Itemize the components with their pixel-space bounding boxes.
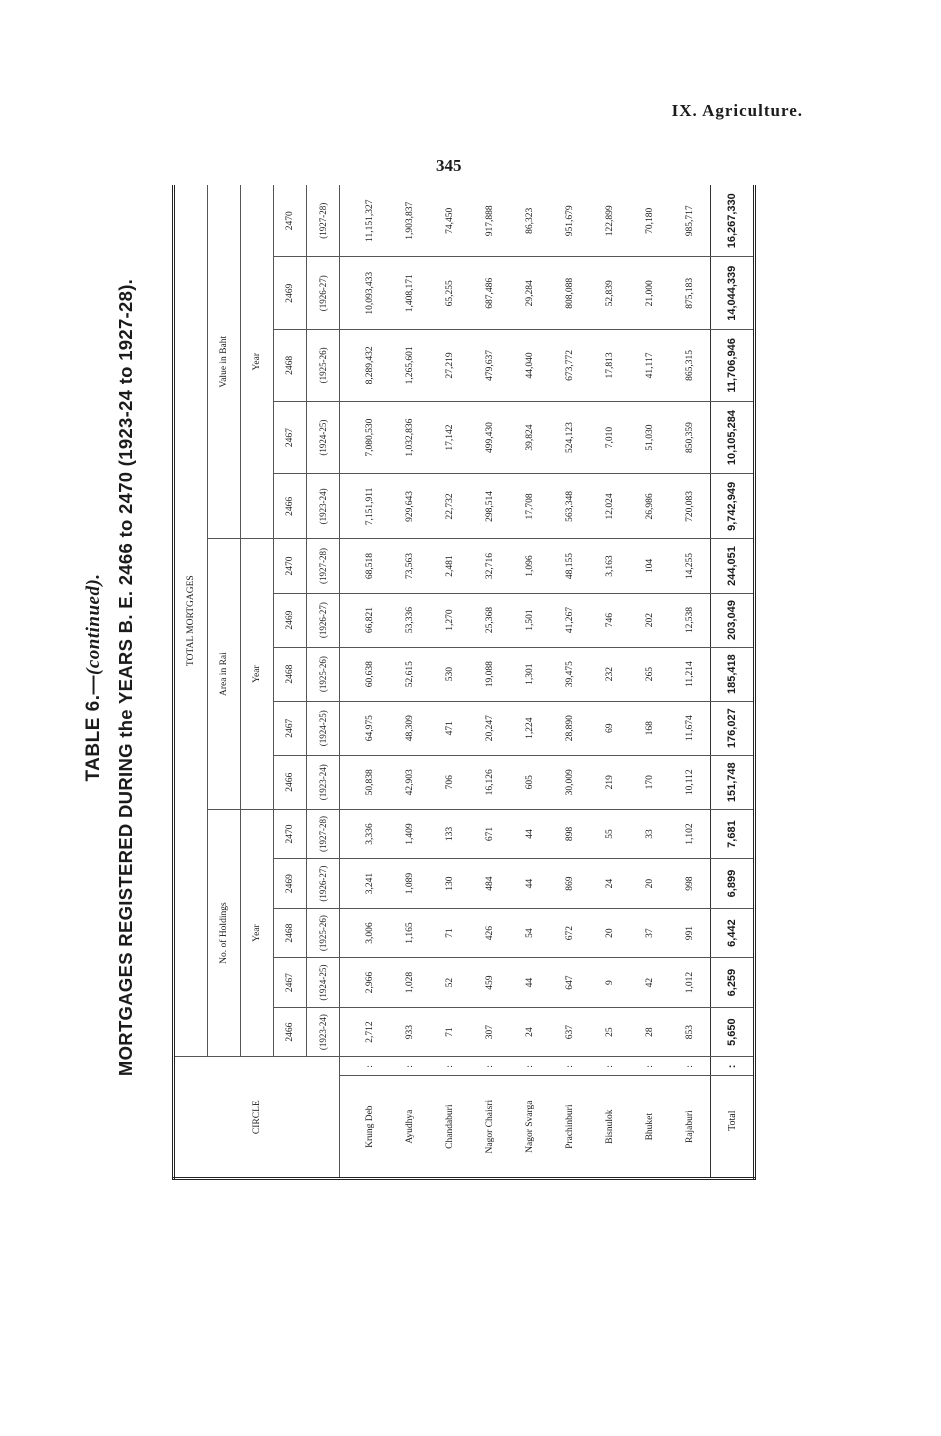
area-cell: 605 bbox=[510, 755, 550, 809]
holdings-cell: 44 bbox=[510, 809, 550, 859]
value-cell: 41,117 bbox=[630, 330, 670, 402]
area-cell: 25,368 bbox=[470, 593, 510, 647]
year-era-header: (1925-26) bbox=[307, 330, 340, 402]
holdings-cell: 54 bbox=[510, 908, 550, 958]
value-cell: 10,093,433 bbox=[340, 257, 391, 330]
group-header-value: Value in Baht bbox=[208, 185, 241, 539]
holdings-cell: 484 bbox=[470, 859, 510, 909]
year-era-header: (1923-24) bbox=[307, 755, 340, 809]
holdings-cell: 998 bbox=[670, 859, 711, 909]
value-cell: 8,289,432 bbox=[340, 330, 391, 402]
area-cell: 530 bbox=[430, 647, 470, 701]
area-cell: 471 bbox=[430, 701, 470, 755]
area-cell: 42,903 bbox=[390, 755, 430, 809]
area-cell: 12,538 bbox=[670, 593, 711, 647]
holdings-cell: 426 bbox=[470, 908, 510, 958]
year-code-header: 2467 bbox=[274, 401, 307, 474]
table-subtitle: MORTGAGES REGISTERED DURING the YEARS B. E. 2466 to 2470 (1923-24 to 1927-28). bbox=[115, 278, 136, 1077]
year-code-header: 2470 bbox=[274, 539, 307, 593]
holdings-cell: 44 bbox=[510, 958, 550, 1008]
year-code-header: 2466 bbox=[274, 474, 307, 539]
holdings-cell: 1,089 bbox=[390, 859, 430, 909]
circle-name: Chandaburi bbox=[430, 1076, 470, 1179]
value-cell: 52,839 bbox=[590, 257, 630, 330]
page-header: IX. Agriculture. bbox=[671, 101, 803, 120]
leader-dots: : bbox=[670, 1057, 711, 1076]
holdings-cell: 853 bbox=[670, 1007, 711, 1057]
area-cell: 20,247 bbox=[470, 701, 510, 755]
value-cell: 39,824 bbox=[510, 401, 550, 474]
total-area-cell: 176,027 bbox=[711, 701, 755, 755]
holdings-cell: 133 bbox=[430, 809, 470, 859]
area-cell: 232 bbox=[590, 647, 630, 701]
area-cell: 11,674 bbox=[670, 701, 711, 755]
year-era-header: (1923-24) bbox=[307, 1007, 340, 1057]
holdings-cell: 130 bbox=[430, 859, 470, 909]
page-number: 345 bbox=[436, 156, 462, 175]
mortgages-table bbox=[172, 185, 756, 1180]
area-cell: 66,821 bbox=[340, 593, 391, 647]
value-cell: 850,359 bbox=[670, 401, 711, 474]
year-code-header: 2468 bbox=[274, 330, 307, 402]
holdings-cell: 33 bbox=[630, 809, 670, 859]
leader-dots: : bbox=[550, 1057, 590, 1076]
year-era-header: (1927-28) bbox=[307, 185, 340, 257]
area-cell: 3,163 bbox=[590, 539, 630, 593]
area-cell: 41,267 bbox=[550, 593, 590, 647]
holdings-cell: 24 bbox=[590, 859, 630, 909]
value-cell: 563,348 bbox=[550, 474, 590, 539]
value-cell: 27,219 bbox=[430, 330, 470, 402]
holdings-cell: 71 bbox=[430, 908, 470, 958]
leader-dots: : bbox=[470, 1057, 510, 1076]
holdings-cell: 52 bbox=[430, 958, 470, 1008]
area-cell: 19,088 bbox=[470, 647, 510, 701]
area-cell: 10,112 bbox=[670, 755, 711, 809]
circle-name: Nagor Chaisri bbox=[470, 1076, 510, 1179]
table-row bbox=[550, 185, 590, 1179]
area-cell: 11,214 bbox=[670, 647, 711, 701]
table-row bbox=[390, 185, 430, 1179]
total-row bbox=[711, 185, 755, 1179]
circle-name: Krung Deb bbox=[340, 1076, 391, 1179]
area-cell: 50,838 bbox=[340, 755, 391, 809]
table-body bbox=[340, 185, 755, 1179]
total-area-cell: 203,049 bbox=[711, 593, 755, 647]
holdings-cell: 3,336 bbox=[340, 809, 391, 859]
area-cell: 32,716 bbox=[470, 539, 510, 593]
total-label: Total bbox=[711, 1076, 755, 1179]
value-cell: 7,151,911 bbox=[340, 474, 391, 539]
value-cell: 12,024 bbox=[590, 474, 630, 539]
circle-name: Ayudhya bbox=[390, 1076, 430, 1179]
value-cell: 524,123 bbox=[550, 401, 590, 474]
circle-name: Prachinburi bbox=[550, 1076, 590, 1179]
value-cell: 44,040 bbox=[510, 330, 550, 402]
table-row bbox=[340, 185, 391, 1179]
total-value-cell: 16,267,330 bbox=[711, 185, 755, 257]
total-area-cell: 244,051 bbox=[711, 539, 755, 593]
area-cell: 16,126 bbox=[470, 755, 510, 809]
area-cell: 219 bbox=[590, 755, 630, 809]
year-era-header: (1926-27) bbox=[307, 593, 340, 647]
area-cell: 48,309 bbox=[390, 701, 430, 755]
area-cell: 64,975 bbox=[340, 701, 391, 755]
holdings-cell: 44 bbox=[510, 859, 550, 909]
area-cell: 1,301 bbox=[510, 647, 550, 701]
year-era-header: (1924-25) bbox=[307, 401, 340, 474]
area-cell: 39,475 bbox=[550, 647, 590, 701]
value-cell: 720,083 bbox=[670, 474, 711, 539]
year-header-value: Year bbox=[241, 185, 274, 539]
year-code-header: 2469 bbox=[274, 593, 307, 647]
area-cell: 170 bbox=[630, 755, 670, 809]
year-era-header: (1926-27) bbox=[307, 859, 340, 909]
table-row bbox=[510, 185, 550, 1179]
area-cell: 48,155 bbox=[550, 539, 590, 593]
holdings-cell: 71 bbox=[430, 1007, 470, 1057]
total-holdings-cell: 5,650 bbox=[711, 1007, 755, 1057]
value-cell: 1,032,836 bbox=[390, 401, 430, 474]
area-cell: 1,270 bbox=[430, 593, 470, 647]
leader-dots: : bbox=[390, 1057, 430, 1076]
value-cell: 673,772 bbox=[550, 330, 590, 402]
holdings-cell: 869 bbox=[550, 859, 590, 909]
leader-dots: : bbox=[340, 1057, 391, 1076]
year-code-header: 2470 bbox=[274, 185, 307, 257]
holdings-cell: 3,006 bbox=[340, 908, 391, 958]
area-cell: 2,481 bbox=[430, 539, 470, 593]
holdings-cell: 20 bbox=[630, 859, 670, 909]
area-cell: 53,336 bbox=[390, 593, 430, 647]
value-cell: 917,888 bbox=[470, 185, 510, 257]
holdings-cell: 671 bbox=[470, 809, 510, 859]
value-cell: 1,903,837 bbox=[390, 185, 430, 257]
total-value-cell: 10,105,284 bbox=[711, 401, 755, 474]
table-row bbox=[430, 185, 470, 1179]
total-area-cell: 151,748 bbox=[711, 755, 755, 809]
year-era-header: (1927-28) bbox=[307, 809, 340, 859]
year-code-header: 2468 bbox=[274, 908, 307, 958]
year-code-header: 2466 bbox=[274, 755, 307, 809]
area-cell: 1,224 bbox=[510, 701, 550, 755]
value-cell: 74,450 bbox=[430, 185, 470, 257]
circle-name: Rajaburi bbox=[670, 1076, 711, 1179]
year-era-header: (1927-28) bbox=[307, 539, 340, 593]
value-cell: 51,030 bbox=[630, 401, 670, 474]
total-value-cell: 9,742,949 bbox=[711, 474, 755, 539]
holdings-cell: 20 bbox=[590, 908, 630, 958]
holdings-cell: 37 bbox=[630, 908, 670, 958]
value-cell: 26,986 bbox=[630, 474, 670, 539]
value-cell: 687,486 bbox=[470, 257, 510, 330]
table-row bbox=[590, 185, 630, 1179]
year-code-header: 2466 bbox=[274, 1007, 307, 1057]
value-cell: 65,255 bbox=[430, 257, 470, 330]
value-cell: 21,000 bbox=[630, 257, 670, 330]
value-cell: 17,142 bbox=[430, 401, 470, 474]
leader-dots: : bbox=[630, 1057, 670, 1076]
table-title-prefix: TABLE 6.— bbox=[83, 675, 104, 782]
leader-dots: : bbox=[510, 1057, 550, 1076]
holdings-cell: 1,012 bbox=[670, 958, 711, 1008]
year-header-area: Year bbox=[241, 539, 274, 809]
circle-name: Nagor Svarga bbox=[510, 1076, 550, 1179]
holdings-cell: 9 bbox=[590, 958, 630, 1008]
value-cell: 865,315 bbox=[670, 330, 711, 402]
area-cell: 746 bbox=[590, 593, 630, 647]
value-cell: 298,514 bbox=[470, 474, 510, 539]
group-header-holdings: No. of Holdings bbox=[208, 809, 241, 1057]
value-cell: 17,813 bbox=[590, 330, 630, 402]
holdings-cell: 933 bbox=[390, 1007, 430, 1057]
table-title bbox=[83, 185, 105, 1170]
holdings-cell: 1,102 bbox=[670, 809, 711, 859]
holdings-cell: 2,712 bbox=[340, 1007, 391, 1057]
value-cell: 22,732 bbox=[430, 474, 470, 539]
table-row bbox=[470, 185, 510, 1179]
year-code-header: 2467 bbox=[274, 701, 307, 755]
area-cell: 265 bbox=[630, 647, 670, 701]
area-cell: 30,009 bbox=[550, 755, 590, 809]
total-value-cell: 14,044,339 bbox=[711, 257, 755, 330]
value-cell: 70,180 bbox=[630, 185, 670, 257]
value-cell: 875,183 bbox=[670, 257, 711, 330]
holdings-cell: 55 bbox=[590, 809, 630, 859]
year-era-header: (1926-27) bbox=[307, 257, 340, 330]
holdings-cell: 3,241 bbox=[340, 859, 391, 909]
holdings-cell: 24 bbox=[510, 1007, 550, 1057]
group-header-area: Area in Rai bbox=[208, 539, 241, 809]
area-cell: 73,563 bbox=[390, 539, 430, 593]
year-code-header: 2469 bbox=[274, 859, 307, 909]
area-cell: 202 bbox=[630, 593, 670, 647]
value-cell: 11,151,327 bbox=[340, 185, 391, 257]
value-cell: 929,643 bbox=[390, 474, 430, 539]
area-cell: 1,501 bbox=[510, 593, 550, 647]
value-cell: 7,080,530 bbox=[340, 401, 391, 474]
holdings-cell: 1,409 bbox=[390, 809, 430, 859]
value-cell: 499,430 bbox=[470, 401, 510, 474]
table-title-continued: (continued). bbox=[83, 573, 104, 675]
leader-dots: : bbox=[590, 1057, 630, 1076]
value-cell: 479,637 bbox=[470, 330, 510, 402]
year-code-header: 2469 bbox=[274, 257, 307, 330]
year-era-header: (1923-24) bbox=[307, 474, 340, 539]
year-era-header: (1925-26) bbox=[307, 647, 340, 701]
holdings-cell: 647 bbox=[550, 958, 590, 1008]
year-era-header: (1924-25) bbox=[307, 701, 340, 755]
area-cell: 14,255 bbox=[670, 539, 711, 593]
table-row bbox=[630, 185, 670, 1179]
holdings-cell: 307 bbox=[470, 1007, 510, 1057]
circle-name: Bhuket bbox=[630, 1076, 670, 1179]
table-row bbox=[670, 185, 711, 1179]
total-value-cell: 11,706,946 bbox=[711, 330, 755, 402]
year-code-header: 2467 bbox=[274, 958, 307, 1008]
holdings-cell: 898 bbox=[550, 809, 590, 859]
value-cell: 122,899 bbox=[590, 185, 630, 257]
holdings-cell: 991 bbox=[670, 908, 711, 958]
value-cell: 951,679 bbox=[550, 185, 590, 257]
area-cell: 52,615 bbox=[390, 647, 430, 701]
value-cell: 1,265,601 bbox=[390, 330, 430, 402]
year-era-header: (1925-26) bbox=[307, 908, 340, 958]
total-holdings-cell: 6,442 bbox=[711, 908, 755, 958]
year-code-header: 2470 bbox=[274, 809, 307, 859]
circle-name: Bisnulok bbox=[590, 1076, 630, 1179]
year-header-holdings: Year bbox=[241, 809, 274, 1057]
value-cell: 1,408,171 bbox=[390, 257, 430, 330]
leader-dots: : bbox=[711, 1057, 755, 1076]
year-code-header: 2468 bbox=[274, 647, 307, 701]
value-cell: 86,323 bbox=[510, 185, 550, 257]
holdings-cell: 2,966 bbox=[340, 958, 391, 1008]
holdings-cell: 1,028 bbox=[390, 958, 430, 1008]
value-cell: 17,708 bbox=[510, 474, 550, 539]
table-titles bbox=[80, 185, 137, 1170]
year-era-row bbox=[307, 185, 340, 1179]
area-cell: 69 bbox=[590, 701, 630, 755]
holdings-cell: 1,165 bbox=[390, 908, 430, 958]
total-area-cell: 185,418 bbox=[711, 647, 755, 701]
holdings-cell: 28 bbox=[630, 1007, 670, 1057]
holdings-cell: 637 bbox=[550, 1007, 590, 1057]
holdings-cell: 25 bbox=[590, 1007, 630, 1057]
total-holdings-cell: 6,259 bbox=[711, 958, 755, 1008]
area-cell: 28,890 bbox=[550, 701, 590, 755]
area-cell: 168 bbox=[630, 701, 670, 755]
holdings-cell: 459 bbox=[470, 958, 510, 1008]
value-cell: 985,717 bbox=[670, 185, 711, 257]
leader-dots: : bbox=[430, 1057, 470, 1076]
year-era-header: (1924-25) bbox=[307, 958, 340, 1008]
rotated-table-block bbox=[80, 185, 738, 1170]
area-cell: 706 bbox=[430, 755, 470, 809]
area-cell: 104 bbox=[630, 539, 670, 593]
circle-header: CIRCLE bbox=[174, 1057, 340, 1179]
total-holdings-cell: 6,899 bbox=[711, 859, 755, 909]
area-cell: 68,518 bbox=[340, 539, 391, 593]
area-cell: 1,096 bbox=[510, 539, 550, 593]
holdings-cell: 672 bbox=[550, 908, 590, 958]
total-mortgages-header: TOTAL MORTGAGES bbox=[174, 185, 208, 1057]
value-cell: 29,284 bbox=[510, 257, 550, 330]
holdings-cell: 42 bbox=[630, 958, 670, 1008]
value-cell: 808,088 bbox=[550, 257, 590, 330]
area-cell: 60,638 bbox=[340, 647, 391, 701]
value-cell: 7,010 bbox=[590, 401, 630, 474]
year-code-row bbox=[274, 185, 307, 1179]
total-holdings-cell: 7,681 bbox=[711, 809, 755, 859]
